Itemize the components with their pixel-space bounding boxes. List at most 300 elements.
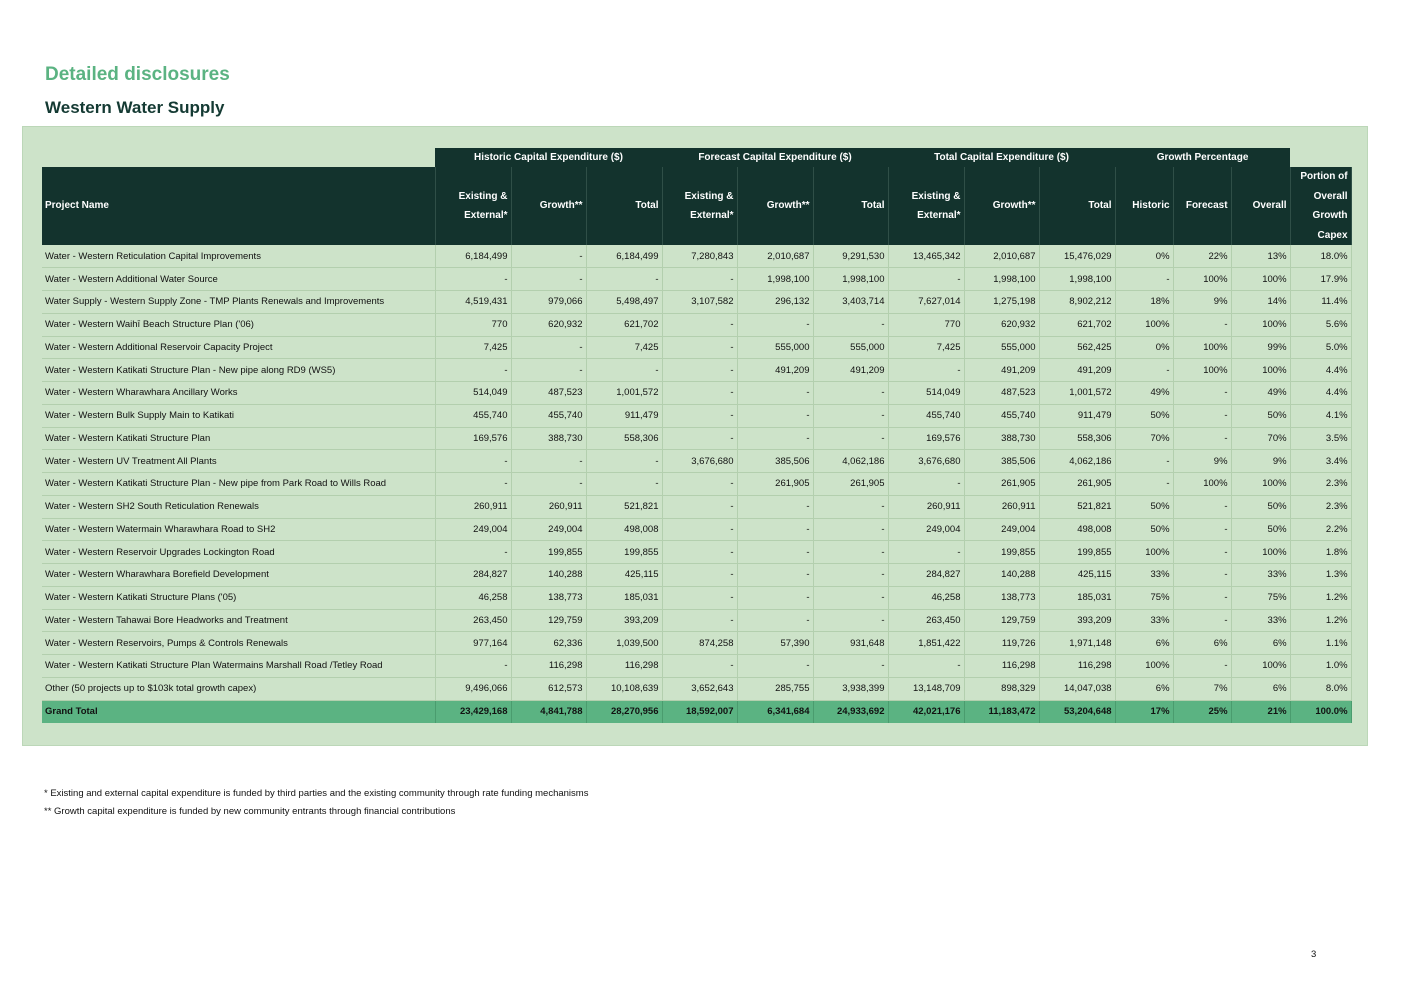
group-growth-percentage: Growth Percentage <box>1115 148 1290 167</box>
value-cell: 931,648 <box>813 632 888 655</box>
value-cell: - <box>1173 586 1231 609</box>
value-cell: 100% <box>1115 655 1173 678</box>
value-cell: 46,258 <box>435 586 511 609</box>
value-cell: 874,258 <box>662 632 737 655</box>
table-row <box>42 404 1351 427</box>
value-cell: - <box>511 473 586 496</box>
group-total: Total Capital Expenditure ($) <box>888 148 1115 167</box>
table-row <box>42 609 1351 632</box>
value-cell: - <box>888 473 964 496</box>
value-cell: 199,855 <box>586 541 662 564</box>
group-header-row <box>42 148 1351 167</box>
value-cell: 169,576 <box>888 427 964 450</box>
value-cell: 8,902,212 <box>1039 291 1115 314</box>
table-row <box>42 427 1351 450</box>
grand-total-label: Grand Total <box>42 700 435 723</box>
value-cell: 1,039,500 <box>586 632 662 655</box>
value-cell: 57,390 <box>737 632 813 655</box>
value-cell: 979,066 <box>511 291 586 314</box>
table-row <box>42 677 1351 700</box>
value-cell: 6,184,499 <box>586 245 662 268</box>
value-cell: 23,429,168 <box>435 700 511 723</box>
value-cell: 491,209 <box>964 359 1039 382</box>
value-cell: - <box>813 382 888 405</box>
page-number: 3 <box>1311 949 1317 960</box>
value-cell: 261,905 <box>813 473 888 496</box>
value-cell: 18% <box>1115 291 1173 314</box>
value-cell: 1,971,148 <box>1039 632 1115 655</box>
value-cell: 13,148,709 <box>888 677 964 700</box>
section-heading: Detailed disclosures <box>45 64 230 85</box>
value-cell: - <box>737 655 813 678</box>
value-cell: 18,592,007 <box>662 700 737 723</box>
value-cell: 14,047,038 <box>1039 677 1115 700</box>
value-cell: 0% <box>1115 245 1173 268</box>
project-name-cell: Water - Western Katikati Structure Plan <box>42 427 435 450</box>
table-row <box>42 336 1351 359</box>
value-cell: 4.1% <box>1290 404 1351 427</box>
value-cell: - <box>737 586 813 609</box>
value-cell: 1,998,100 <box>1039 268 1115 291</box>
value-cell: - <box>511 268 586 291</box>
value-cell: 261,905 <box>964 473 1039 496</box>
value-cell: - <box>662 564 737 587</box>
table-row <box>42 313 1351 336</box>
value-cell: - <box>888 655 964 678</box>
value-cell: 6% <box>1115 632 1173 655</box>
value-cell: - <box>737 495 813 518</box>
col-forecast-total: Total <box>813 167 888 245</box>
value-cell: 1,998,100 <box>737 268 813 291</box>
value-cell: 129,759 <box>964 609 1039 632</box>
value-cell: 249,004 <box>511 518 586 541</box>
value-cell: 49% <box>1231 382 1290 405</box>
value-cell: - <box>737 382 813 405</box>
value-cell: 138,773 <box>964 586 1039 609</box>
value-cell: 33% <box>1231 564 1290 587</box>
value-cell: 75% <box>1115 586 1173 609</box>
value-cell: 18.0% <box>1290 245 1351 268</box>
value-cell: - <box>586 268 662 291</box>
table-row <box>42 541 1351 564</box>
value-cell: 14% <box>1231 291 1290 314</box>
value-cell: 17% <box>1115 700 1173 723</box>
value-cell: - <box>511 450 586 473</box>
value-cell: 116,298 <box>1039 655 1115 678</box>
value-cell: - <box>737 427 813 450</box>
footnote-growth: ** Growth capital expenditure is funded by new community entrants through financial contributions <box>44 806 456 817</box>
value-cell: 140,288 <box>511 564 586 587</box>
value-cell: - <box>813 518 888 541</box>
value-cell: 284,827 <box>435 564 511 587</box>
project-name-cell: Water - Western Tahawai Bore Headworks and Treatment <box>42 609 435 632</box>
value-cell: - <box>1115 359 1173 382</box>
value-cell: - <box>586 359 662 382</box>
value-cell: - <box>435 655 511 678</box>
group-historic: Historic Capital Expenditure ($) <box>435 148 662 167</box>
value-cell: 13% <box>1231 245 1290 268</box>
value-cell: - <box>662 541 737 564</box>
value-cell: 385,506 <box>964 450 1039 473</box>
value-cell: 42,021,176 <box>888 700 964 723</box>
value-cell: 9,291,530 <box>813 245 888 268</box>
value-cell: - <box>737 313 813 336</box>
value-cell: 100% <box>1231 268 1290 291</box>
project-name-cell: Water - Western Wharawhara Ancillary Works <box>42 382 435 405</box>
value-cell: 521,821 <box>1039 495 1115 518</box>
value-cell: - <box>737 564 813 587</box>
value-cell: 285,755 <box>737 677 813 700</box>
value-cell: 100% <box>1173 268 1231 291</box>
value-cell: 7,425 <box>586 336 662 359</box>
value-cell: - <box>662 495 737 518</box>
value-cell: 3,403,714 <box>813 291 888 314</box>
value-cell: 53,204,648 <box>1039 700 1115 723</box>
value-cell: 199,855 <box>964 541 1039 564</box>
value-cell: 119,726 <box>964 632 1039 655</box>
col-forecast-growth: Growth** <box>737 167 813 245</box>
value-cell: 33% <box>1115 609 1173 632</box>
value-cell: 50% <box>1115 495 1173 518</box>
value-cell: - <box>1173 564 1231 587</box>
value-cell: 425,115 <box>1039 564 1115 587</box>
project-name-cell: Water - Western Additional Reservoir Capacity Project <box>42 336 435 359</box>
value-cell: 491,209 <box>737 359 813 382</box>
value-cell: 555,000 <box>737 336 813 359</box>
value-cell: - <box>662 473 737 496</box>
value-cell: 498,008 <box>1039 518 1115 541</box>
project-name-cell: Other (50 projects up to $103k total growth capex) <box>42 677 435 700</box>
value-cell: 260,911 <box>888 495 964 518</box>
value-cell: 4,841,788 <box>511 700 586 723</box>
value-cell: - <box>813 609 888 632</box>
project-name-cell: Water - Western Wharawhara Borefield Development <box>42 564 435 587</box>
value-cell: 455,740 <box>435 404 511 427</box>
value-cell: 100% <box>1115 313 1173 336</box>
value-cell: 100% <box>1231 655 1290 678</box>
value-cell: 33% <box>1231 609 1290 632</box>
value-cell: 555,000 <box>813 336 888 359</box>
value-cell: 562,425 <box>1039 336 1115 359</box>
table-row <box>42 655 1351 678</box>
value-cell: 100% <box>1231 359 1290 382</box>
project-name-cell: Water - Western Watermain Wharawhara Road to SH2 <box>42 518 435 541</box>
value-cell: 263,450 <box>435 609 511 632</box>
value-cell: - <box>813 586 888 609</box>
value-cell: 6% <box>1231 677 1290 700</box>
value-cell: 1.3% <box>1290 564 1351 587</box>
value-cell: 555,000 <box>964 336 1039 359</box>
value-cell: 4,062,186 <box>813 450 888 473</box>
value-cell: 1,998,100 <box>964 268 1039 291</box>
value-cell: 49% <box>1115 382 1173 405</box>
value-cell: 3,652,643 <box>662 677 737 700</box>
project-name-cell: Water - Western Katikati Structure Plan Watermains Marshall Road /Tetley Road <box>42 655 435 678</box>
value-cell: 284,827 <box>888 564 964 587</box>
value-cell: 50% <box>1231 495 1290 518</box>
project-name-cell: Water Supply - Western Supply Zone - TMP Plants Renewals and Improvements <box>42 291 435 314</box>
value-cell: 3,107,582 <box>662 291 737 314</box>
value-cell: 612,573 <box>511 677 586 700</box>
value-cell: 3.5% <box>1290 427 1351 450</box>
value-cell: 385,506 <box>737 450 813 473</box>
value-cell: 46,258 <box>888 586 964 609</box>
value-cell: 455,740 <box>964 404 1039 427</box>
value-cell: - <box>662 268 737 291</box>
value-cell: - <box>662 586 737 609</box>
col-pct-historic: Historic <box>1115 167 1173 245</box>
project-name-cell: Water - Western Reservoir Upgrades Lockington Road <box>42 541 435 564</box>
value-cell: 6,341,684 <box>737 700 813 723</box>
value-cell: 6% <box>1231 632 1290 655</box>
value-cell: 100% <box>1231 541 1290 564</box>
value-cell: 1.2% <box>1290 586 1351 609</box>
value-cell: 17.9% <box>1290 268 1351 291</box>
value-cell: - <box>1173 495 1231 518</box>
value-cell: 140,288 <box>964 564 1039 587</box>
col-historic-growth: Growth** <box>511 167 586 245</box>
col-pct-overall: Overall <box>1231 167 1290 245</box>
value-cell: 911,479 <box>586 404 662 427</box>
value-cell: 7,280,843 <box>662 245 737 268</box>
value-cell: - <box>662 359 737 382</box>
value-cell: 62,336 <box>511 632 586 655</box>
project-name-cell: Water - Western UV Treatment All Plants <box>42 450 435 473</box>
value-cell: 249,004 <box>435 518 511 541</box>
value-cell: 2.2% <box>1290 518 1351 541</box>
col-forecast-existing: Existing & External* <box>662 167 737 245</box>
value-cell: 5.0% <box>1290 336 1351 359</box>
value-cell: - <box>662 382 737 405</box>
value-cell: - <box>1115 473 1173 496</box>
value-cell: 100% <box>1231 313 1290 336</box>
value-cell: - <box>813 541 888 564</box>
grand-total-row <box>42 700 1351 723</box>
value-cell: 70% <box>1115 427 1173 450</box>
value-cell: 558,306 <box>1039 427 1115 450</box>
table-row <box>42 586 1351 609</box>
value-cell: - <box>1173 541 1231 564</box>
value-cell: 138,773 <box>511 586 586 609</box>
value-cell: 6% <box>1115 677 1173 700</box>
value-cell: 260,911 <box>511 495 586 518</box>
value-cell: - <box>737 404 813 427</box>
value-cell: 22% <box>1173 245 1231 268</box>
value-cell: 50% <box>1115 518 1173 541</box>
col-pct-forecast: Forecast <box>1173 167 1231 245</box>
value-cell: 70% <box>1231 427 1290 450</box>
value-cell: - <box>662 313 737 336</box>
col-total-growth: Growth** <box>964 167 1039 245</box>
value-cell: 4,062,186 <box>1039 450 1115 473</box>
value-cell: - <box>813 564 888 587</box>
value-cell: 521,821 <box>586 495 662 518</box>
table-row <box>42 359 1351 382</box>
column-header-row <box>42 167 1351 245</box>
table-body <box>42 245 1351 723</box>
value-cell: 199,855 <box>511 541 586 564</box>
value-cell: 0% <box>1115 336 1173 359</box>
value-cell: 3,676,680 <box>662 450 737 473</box>
group-forecast: Forecast Capital Expenditure ($) <box>662 148 888 167</box>
value-cell: 491,209 <box>813 359 888 382</box>
value-cell: 260,911 <box>435 495 511 518</box>
value-cell: 1,998,100 <box>813 268 888 291</box>
value-cell: - <box>435 473 511 496</box>
value-cell: - <box>737 609 813 632</box>
value-cell: 50% <box>1231 518 1290 541</box>
value-cell: 100% <box>1173 336 1231 359</box>
value-cell: - <box>737 541 813 564</box>
col-project-name: Project Name <box>42 167 435 245</box>
value-cell: 2.3% <box>1290 495 1351 518</box>
value-cell: - <box>435 359 511 382</box>
value-cell: - <box>662 518 737 541</box>
value-cell: 4.4% <box>1290 382 1351 405</box>
value-cell: 1,851,422 <box>888 632 964 655</box>
table-row <box>42 268 1351 291</box>
value-cell: - <box>1173 382 1231 405</box>
value-cell: 4.4% <box>1290 359 1351 382</box>
value-cell: - <box>662 404 737 427</box>
value-cell: 514,049 <box>435 382 511 405</box>
col-historic-existing: Existing & External* <box>435 167 511 245</box>
value-cell: - <box>662 336 737 359</box>
blank-cell <box>1290 148 1351 167</box>
value-cell: 1,275,198 <box>964 291 1039 314</box>
value-cell: 13,465,342 <box>888 245 964 268</box>
value-cell: 169,576 <box>435 427 511 450</box>
value-cell: 7,425 <box>435 336 511 359</box>
value-cell: 455,740 <box>511 404 586 427</box>
value-cell: 2,010,687 <box>964 245 1039 268</box>
value-cell: 100% <box>1231 473 1290 496</box>
value-cell: 9% <box>1231 450 1290 473</box>
value-cell: - <box>737 518 813 541</box>
value-cell: 6,184,499 <box>435 245 511 268</box>
value-cell: 33% <box>1115 564 1173 587</box>
project-name-cell: Water - Western Katikati Structure Plan - New pipe from Park Road to Wills Road <box>42 473 435 496</box>
value-cell: 7,425 <box>888 336 964 359</box>
value-cell: - <box>1115 450 1173 473</box>
value-cell: 11,183,472 <box>964 700 1039 723</box>
value-cell: 1.0% <box>1290 655 1351 678</box>
value-cell: - <box>1173 609 1231 632</box>
value-cell: 3.4% <box>1290 450 1351 473</box>
value-cell: 7,627,014 <box>888 291 964 314</box>
value-cell: 249,004 <box>888 518 964 541</box>
value-cell: 2,010,687 <box>737 245 813 268</box>
value-cell: - <box>435 541 511 564</box>
value-cell: 5.6% <box>1290 313 1351 336</box>
value-cell: - <box>435 268 511 291</box>
value-cell: - <box>586 450 662 473</box>
value-cell: - <box>813 404 888 427</box>
col-total-existing: Existing & External* <box>888 167 964 245</box>
value-cell: 100% <box>1173 359 1231 382</box>
value-cell: - <box>1173 655 1231 678</box>
blank-cell <box>42 148 435 167</box>
value-cell: - <box>1173 404 1231 427</box>
table-title: Western Water Supply <box>45 98 225 117</box>
value-cell: 3,676,680 <box>888 450 964 473</box>
value-cell: 558,306 <box>586 427 662 450</box>
project-name-cell: Water - Western Katikati Structure Plan - New pipe along RD9 (WS5) <box>42 359 435 382</box>
value-cell: - <box>813 495 888 518</box>
value-cell: 620,932 <box>964 313 1039 336</box>
table-row <box>42 450 1351 473</box>
value-cell: 261,905 <box>737 473 813 496</box>
value-cell: 99% <box>1231 336 1290 359</box>
value-cell: 50% <box>1231 404 1290 427</box>
value-cell: - <box>813 313 888 336</box>
value-cell: 11.4% <box>1290 291 1351 314</box>
value-cell: - <box>813 655 888 678</box>
value-cell: 6% <box>1173 632 1231 655</box>
value-cell: - <box>511 359 586 382</box>
value-cell: - <box>888 359 964 382</box>
col-portion-growth-capex: Portion of Overall Growth Capex <box>1290 167 1351 245</box>
value-cell: 977,164 <box>435 632 511 655</box>
value-cell: 116,298 <box>511 655 586 678</box>
table-panel <box>22 126 1368 746</box>
value-cell: 116,298 <box>586 655 662 678</box>
value-cell: 455,740 <box>888 404 964 427</box>
project-name-cell: Water - Western Additional Water Source <box>42 268 435 291</box>
value-cell: 25% <box>1173 700 1231 723</box>
value-cell: 260,911 <box>964 495 1039 518</box>
value-cell: - <box>1115 268 1173 291</box>
value-cell: 263,450 <box>888 609 964 632</box>
value-cell: 4,519,431 <box>435 291 511 314</box>
value-cell: - <box>435 450 511 473</box>
value-cell: 261,905 <box>1039 473 1115 496</box>
project-name-cell: Water - Western SH2 South Reticulation Renewals <box>42 495 435 518</box>
value-cell: 1,001,572 <box>1039 382 1115 405</box>
value-cell: 8.0% <box>1290 677 1351 700</box>
value-cell: 621,702 <box>586 313 662 336</box>
value-cell: 514,049 <box>888 382 964 405</box>
value-cell: 7% <box>1173 677 1231 700</box>
value-cell: - <box>662 655 737 678</box>
project-name-cell: Water - Western Waihī Beach Structure Plan ('06) <box>42 313 435 336</box>
value-cell: 21% <box>1231 700 1290 723</box>
table-row <box>42 564 1351 587</box>
value-cell: 1.2% <box>1290 609 1351 632</box>
value-cell: 24,933,692 <box>813 700 888 723</box>
value-cell: 388,730 <box>511 427 586 450</box>
value-cell: - <box>813 427 888 450</box>
table-row <box>42 291 1351 314</box>
value-cell: 100% <box>1173 473 1231 496</box>
table-row <box>42 245 1351 268</box>
value-cell: - <box>511 336 586 359</box>
value-cell: 199,855 <box>1039 541 1115 564</box>
value-cell: 498,008 <box>586 518 662 541</box>
capex-table <box>42 148 1352 723</box>
value-cell: 75% <box>1231 586 1290 609</box>
value-cell: 185,031 <box>586 586 662 609</box>
value-cell: 393,209 <box>1039 609 1115 632</box>
value-cell: 28,270,956 <box>586 700 662 723</box>
value-cell: - <box>511 245 586 268</box>
value-cell: 3,938,399 <box>813 677 888 700</box>
value-cell: 770 <box>888 313 964 336</box>
value-cell: 393,209 <box>586 609 662 632</box>
value-cell: 9% <box>1173 450 1231 473</box>
value-cell: 5,498,497 <box>586 291 662 314</box>
value-cell: 50% <box>1115 404 1173 427</box>
